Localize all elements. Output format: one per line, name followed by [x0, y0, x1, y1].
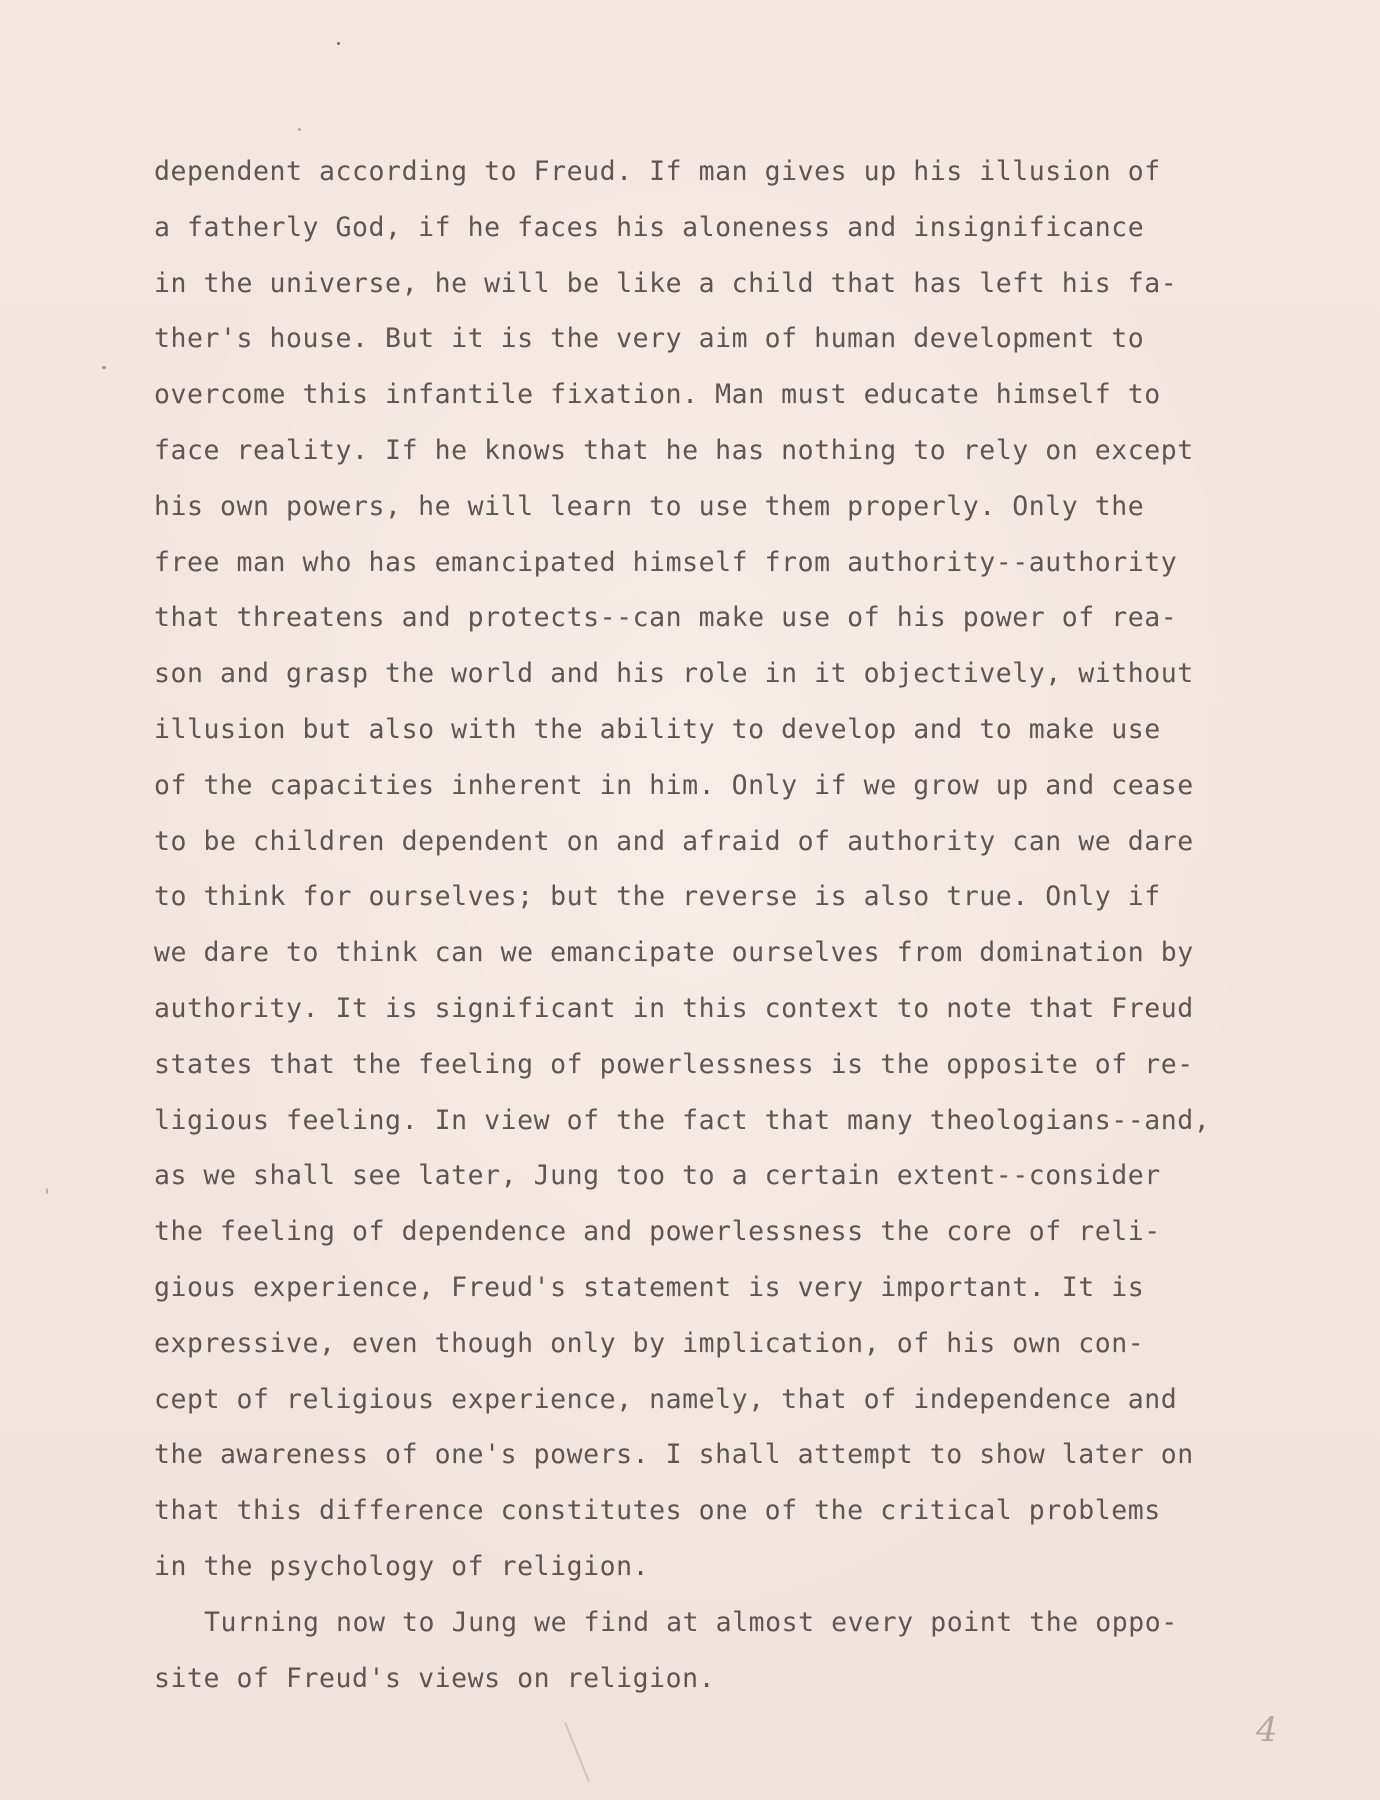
text-line: that threatens and protects--can make use of his power of rea- [154, 602, 1178, 634]
paper-speck [298, 128, 301, 131]
paragraph-start-line: Turning now to Jung we find at almost every point the oppo- [204, 1606, 1178, 1638]
paper-speck [337, 42, 340, 45]
text-line: the feeling of dependence and powerlessness the core of reli- [154, 1216, 1161, 1248]
text-line: we dare to think can we emancipate ourselves from domination by [154, 937, 1194, 969]
pencil-stroke [564, 1722, 590, 1782]
text-line: cept of religious experience, namely, that of independence and [154, 1383, 1178, 1415]
paper-speck [46, 1188, 48, 1194]
text-line: free man who has emancipated himself from authority--authority [154, 546, 1178, 578]
text-line: as we shall see later, Jung too to a certain extent--consider [154, 1160, 1161, 1192]
text-line: ligious feeling. In view of the fact that many theologians--and, [154, 1104, 1211, 1136]
text-line: a fatherly God, if he faces his aloneness and insignificance [154, 211, 1145, 243]
paper-speck [102, 366, 106, 369]
text-line: the awareness of one's powers. I shall attempt to show later on [154, 1439, 1194, 1471]
text-line: to be children dependent on and afraid of authority can we dare [154, 825, 1194, 857]
page-number: 4 [1256, 1710, 1278, 1750]
text-line: face reality. If he knows that he has nothing to rely on except [154, 434, 1194, 466]
text-line: ther's house. But it is the very aim of human development to [154, 323, 1145, 355]
text-line: site of Freud's views on religion. [154, 1662, 716, 1694]
text-line: son and grasp the world and his role in it objectively, without [154, 658, 1194, 690]
text-line: overcome this infantile fixation. Man must educate himself to [154, 379, 1161, 411]
text-line: authority. It is significant in this context to note that Freud [154, 992, 1194, 1024]
typed-text-block [154, 144, 1264, 1706]
text-line: illusion but also with the ability to develop and to make use [154, 713, 1161, 745]
text-line: states that the feeling of powerlessness is the opposite of re- [154, 1048, 1194, 1080]
text-line: that this difference constitutes one of the critical problems [154, 1495, 1161, 1527]
text-line: gious experience, Freud's statement is very important. It is [154, 1271, 1145, 1303]
text-line: of the capacities inherent in him. Only if we grow up and cease [154, 769, 1194, 801]
text-line: to think for ourselves; but the reverse is also true. Only if [154, 881, 1161, 913]
text-line: dependent according to Freud. If man gives up his illusion of [154, 156, 1161, 187]
text-line: his own powers, he will learn to use them properly. Only the [154, 490, 1145, 522]
text-line: in the psychology of religion. [154, 1550, 650, 1582]
text-line: in the universe, he will be like a child that has left his fa- [154, 267, 1178, 299]
text-line: expressive, even though only by implication, of his own con- [154, 1327, 1145, 1359]
